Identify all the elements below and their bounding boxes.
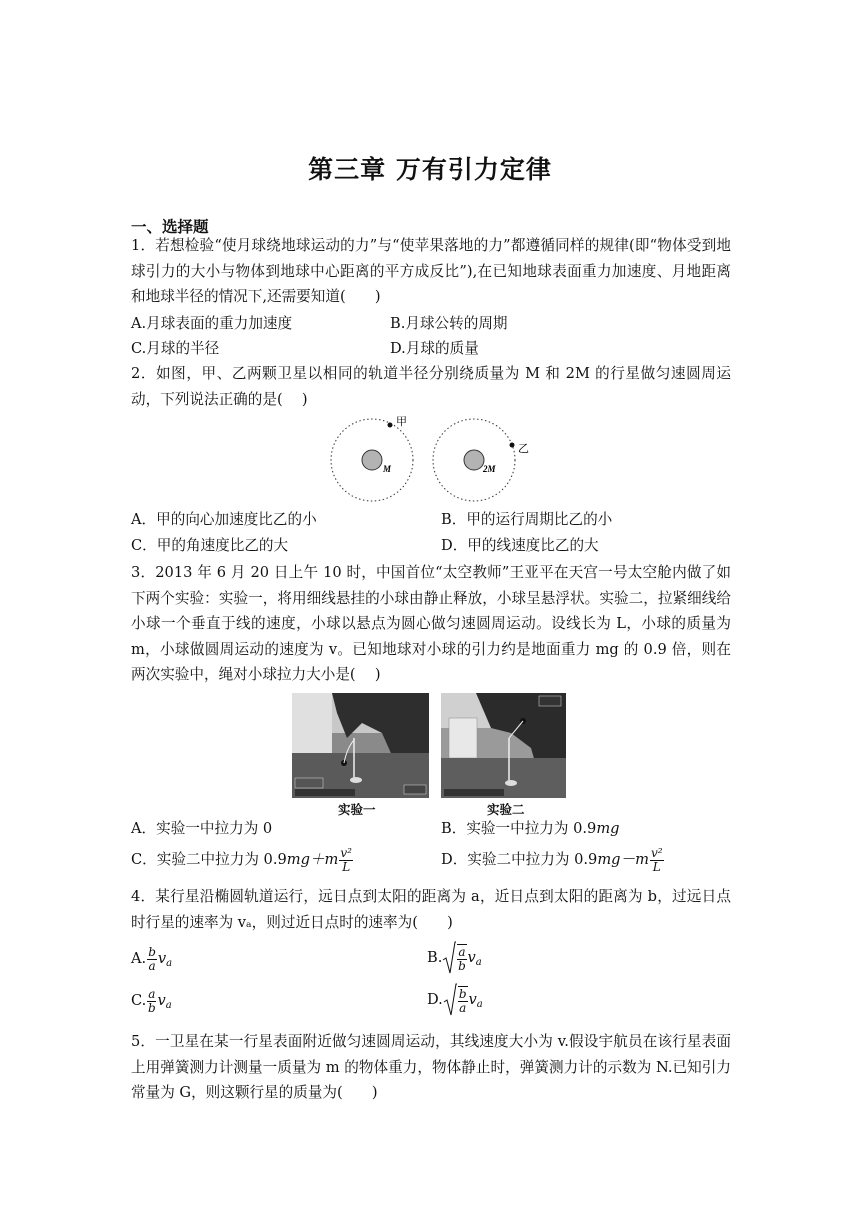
- section-heading: 一、选择题: [131, 218, 209, 236]
- left-planet: [362, 450, 382, 470]
- experiment-1-caption: 实验一: [338, 802, 376, 817]
- question-4-text: 4．某行星沿椭圆轨道运行，远日点到太阳的距离为 a，近日点到太阳的距离为 b，过远日点时行星的速率为 vₐ，则过近日点时的速率为( ): [131, 888, 731, 931]
- right-planet-label: 2M: [483, 464, 496, 474]
- satellite-yi: [510, 443, 515, 448]
- question-2-text: 2．如图，甲、乙两颗卫星以相同的轨道半径分别绕质量为 M 和 2M 的行星做匀速圆周运动，下列说法正确的是( ): [131, 365, 731, 408]
- q2-option-b: B．甲的运行周期比乙的小: [441, 511, 613, 528]
- q4-option-d: D. $\frac{b}{a}$ $v_a$: [427, 982, 483, 1023]
- q4-option-c: C. $\frac{a}{b}$ $v_a$: [131, 986, 172, 1015]
- q2-option-a: A．甲的向心加速度比乙的小: [131, 511, 317, 528]
- q3-option-c: C．实验二中拉力为 0.9mg＋m $\frac{\text{v²}}{L}$: [131, 845, 352, 874]
- q4-option-a: A. $\frac{b}{a}$ $v_a$: [131, 944, 173, 973]
- satellite-jia-label: 甲: [396, 415, 407, 428]
- right-planet: [464, 450, 484, 470]
- sqrt-icon: [442, 940, 456, 976]
- q1-option-b: B.月球公转的周期: [390, 315, 508, 332]
- question-3-text: 3．2013 年 6 月 20 日上午 10 时，中国首位“太空教师”王亚平在天宫一号太空舱内做了如下两个实验：实验一，将用细线悬挂的小球由静止释放，小球呈悬浮状。实验二，拉紧细线给小球一个垂直于线的速度，小球以悬点为圆心做匀速圆周运动。设线长为 L，小球的质量为 m，小球做圆周运动的速度为 v。已知地球对小球的引力约是地面重力 mg 的 0.9 倍，则在两次实验中，绳对小球拉力大小是( ): [131, 564, 731, 683]
- question-5-text: 5．一卫星在某一行星表面附近做匀速圆周运动，其线速度大小为 v.假设宇航员在该行星表面上用弹簧测力计测量一质量为 m 的物体重力，物体静止时，弹簧测力计的示数为 N.已知引力常量为 G，则这颗行星的质量为( ): [131, 1033, 731, 1101]
- q3-option-d: D．实验二中拉力为 0.9mg－m $\frac{\text{v²}}{L}$: [441, 845, 663, 874]
- sqrt-icon: [443, 982, 457, 1018]
- orbit-diagram: [328, 412, 548, 506]
- page-title: 第三章 万有引力定律: [308, 155, 552, 184]
- fraction-v2-over-l: $\frac{\text{v²}}{L}$: [340, 845, 352, 874]
- satellite-yi-label: 乙: [518, 442, 529, 455]
- q1-option-c: C.月球的半径: [131, 340, 220, 357]
- left-planet-label: M: [383, 464, 392, 474]
- question-1-text: 1．若想检验“使月球绕地球运动的力”与“使苹果落地的力”都遵循同样的规律(即“物体受到地球引力的大小与物体到地球中心距离的平方成反比”),在已知地球表面重力加速度、月地距离和地球半径的情况下,还需要知道( ): [131, 237, 731, 305]
- q3-option-a: A．实验一中拉力为 0: [131, 820, 273, 837]
- q3-option-b: B．实验一中拉力为 0.9mg: [441, 820, 620, 837]
- q2-option-c: C．甲的角速度比乙的大: [131, 537, 289, 554]
- q1-option-a: A.月球表面的重力加速度: [131, 315, 293, 332]
- satellite-jia: [388, 423, 393, 428]
- q4-option-b: B. $\frac{a}{b}$ $v_a$: [427, 940, 482, 981]
- experiment-1-photo: [292, 693, 429, 798]
- q1-option-d: D.月球的质量: [390, 340, 479, 357]
- experiment-2-caption: 实验二: [487, 802, 525, 817]
- fraction-v2-over-l: $\frac{\text{v²}}{L}$: [650, 845, 663, 874]
- q2-option-d: D．甲的线速度比乙的大: [441, 537, 599, 554]
- experiment-2-photo: [441, 693, 566, 798]
